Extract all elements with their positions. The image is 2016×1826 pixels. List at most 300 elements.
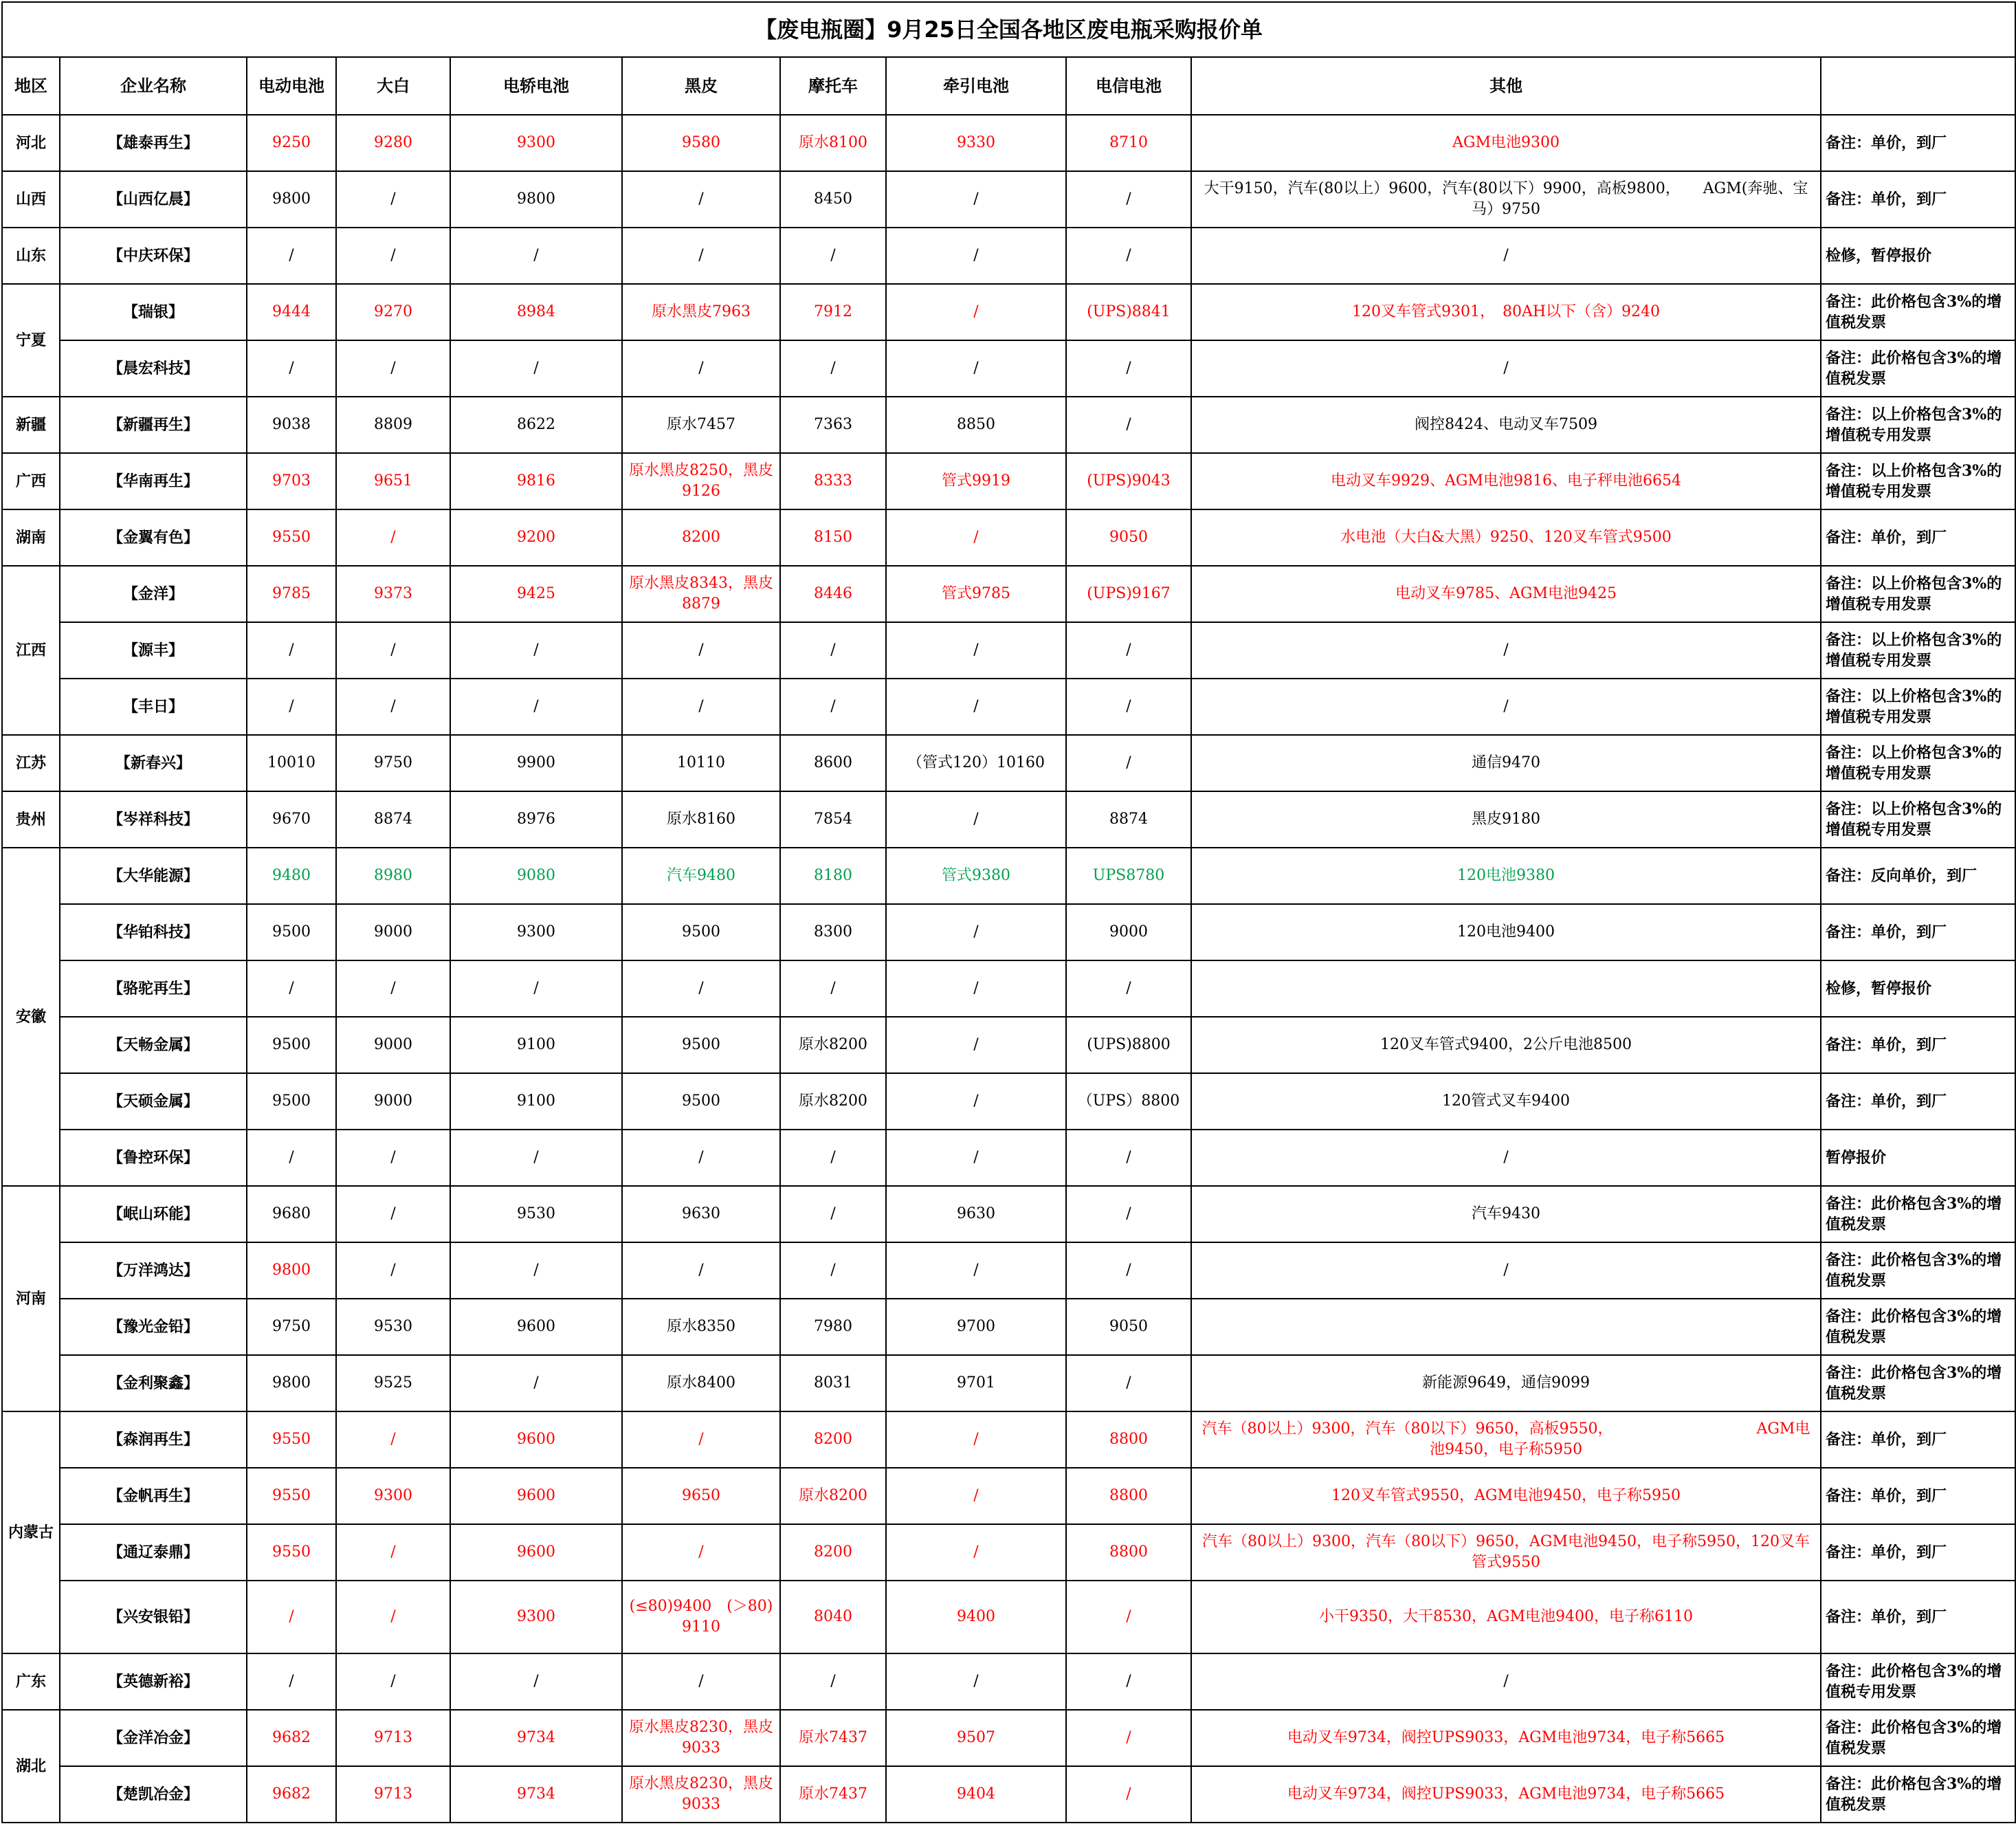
price-cell-traction-battery: 管式9380 [886,848,1066,904]
price-cell-electric-battery: 9500 [247,1017,336,1073]
price-cell-dabai: / [336,622,450,679]
price-cell-traction-battery: / [886,1242,1066,1299]
table-row [2,1355,2015,1411]
price-cell-telecom-battery: （UPS）8800 [1066,1073,1191,1130]
region-cell: 山西 [2,171,60,228]
price-cell-other: 电动叉车9929、AGM电池9816、电子秤电池6654 [1191,453,1821,509]
table-row [2,1017,2015,1073]
note-cell: 备注：此价格包含3%的增值税发票 [1821,1242,2015,1299]
price-cell-motorcycle: / [780,1242,886,1299]
price-cell-dabai: 9713 [336,1766,450,1823]
price-cell-dabai: 9530 [336,1299,450,1355]
company-cell: 【金洋】 [60,566,247,622]
price-cell-motorcycle: 原水7437 [780,1710,886,1766]
title-row [2,2,2015,57]
note-cell: 备注：单价，到厂 [1821,1468,2015,1524]
price-cell-heipi: 原水黑皮8343，黑皮8879 [622,566,780,622]
price-cell-other: AGM电池9300 [1191,115,1821,171]
price-cell-dabai: 9750 [336,735,450,791]
price-cell-telecom-battery: / [1066,1130,1191,1186]
header-region: 地区 [2,57,60,115]
price-cell-electric-battery: 9785 [247,566,336,622]
region-cell: 湖北 [2,1710,60,1823]
price-cell-dabai: / [336,228,450,284]
price-cell-other: 电动叉车9785、AGM电池9425 [1191,566,1821,622]
price-cell-dabai: 9525 [336,1355,450,1411]
table-row [2,1186,2015,1242]
price-cell-car-battery: / [450,1242,622,1299]
table-row [2,1242,2015,1299]
price-cell-dabai: 9373 [336,566,450,622]
table-row [2,1073,2015,1130]
note-cell: 备注：以上价格包含3%的增值税专用发票 [1821,791,2015,848]
table-row [2,171,2015,228]
company-cell: 【金洋冶金】 [60,1710,247,1766]
table-row [2,1524,2015,1581]
note-cell: 备注：以上价格包含3%的增值税专用发票 [1821,453,2015,509]
price-cell-other: 120电池9400 [1191,904,1821,960]
company-cell: 【新春兴】 [60,735,247,791]
table-row [2,228,2015,284]
company-cell: 【骆驼再生】 [60,960,247,1017]
price-cell-car-battery: / [450,340,622,397]
price-cell-motorcycle: 8040 [780,1581,886,1653]
price-cell-motorcycle: 7363 [780,397,886,453]
table-row [2,1710,2015,1766]
price-cell-electric-battery: 9800 [247,1242,336,1299]
price-cell-heipi: 原水8350 [622,1299,780,1355]
price-cell-traction-battery: 9404 [886,1766,1066,1823]
company-cell: 【金翼有色】 [60,509,247,566]
price-cell-motorcycle: 8200 [780,1524,886,1581]
price-cell-other: / [1191,228,1821,284]
price-cell-dabai: / [336,1242,450,1299]
note-cell: 备注：单价，到厂 [1821,115,2015,171]
region-cell: 江苏 [2,735,60,791]
price-cell-traction-battery: / [886,228,1066,284]
price-cell-dabai: / [336,1130,450,1186]
region-cell: 河南 [2,1186,60,1411]
price-cell-dabai: 8874 [336,791,450,848]
price-cell-electric-battery: 9750 [247,1299,336,1355]
table-row [2,679,2015,735]
company-cell: 【鲁控环保】 [60,1130,247,1186]
note-cell: 备注：以上价格包含3%的增值税专用发票 [1821,566,2015,622]
note-cell: 备注：单价，到厂 [1821,1411,2015,1468]
header-row [2,57,2015,115]
price-cell-other: 新能源9649，通信9099 [1191,1355,1821,1411]
note-cell: 备注：单价，到厂 [1821,1581,2015,1653]
price-cell-car-battery: 9800 [450,171,622,228]
company-cell: 【岑祥科技】 [60,791,247,848]
company-cell: 【丰日】 [60,679,247,735]
note-cell: 备注：此价格包含3%的增值税发票 [1821,1355,2015,1411]
price-cell-car-battery: 9600 [450,1411,622,1468]
price-cell-motorcycle: / [780,622,886,679]
price-cell-telecom-battery: / [1066,1242,1191,1299]
region-cell: 广东 [2,1653,60,1710]
price-cell-telecom-battery: 8800 [1066,1468,1191,1524]
price-cell-traction-battery: 9330 [886,115,1066,171]
note-cell: 备注：以上价格包含3%的增值税专用发票 [1821,735,2015,791]
price-cell-telecom-battery: / [1066,622,1191,679]
price-cell-car-battery: / [450,1653,622,1710]
price-cell-heipi: 9650 [622,1468,780,1524]
price-cell-heipi: 9500 [622,904,780,960]
company-cell: 【源丰】 [60,622,247,679]
price-cell-other: 120电池9380 [1191,848,1821,904]
table-row [2,735,2015,791]
price-cell-heipi: / [622,1411,780,1468]
price-cell-motorcycle: / [780,1130,886,1186]
price-cell-traction-battery: / [886,1411,1066,1468]
price-cell-other: 汽车（80以上）9300，汽车（80以下）9650，AGM电池9450，电子称5950，120叉车管式9550 [1191,1524,1821,1581]
header-company: 企业名称 [60,57,247,115]
price-cell-electric-battery: 9500 [247,904,336,960]
company-cell: 【瑞银】 [60,284,247,340]
price-cell-car-battery: 9600 [450,1468,622,1524]
price-cell-car-battery: 9600 [450,1299,622,1355]
price-cell-car-battery: 8622 [450,397,622,453]
table-row [2,1581,2015,1653]
price-cell-dabai: 9651 [336,453,450,509]
price-cell-motorcycle: 8180 [780,848,886,904]
price-cell-other: 水电池（大白&大黑）9250、120叉车管式9500 [1191,509,1821,566]
price-cell-telecom-battery: 9050 [1066,509,1191,566]
price-cell-traction-battery: 管式9919 [886,453,1066,509]
company-cell: 【森润再生】 [60,1411,247,1468]
price-cell-electric-battery: 9480 [247,848,336,904]
price-cell-telecom-battery: 9050 [1066,1299,1191,1355]
note-cell: 备注：此价格包含3%的增值税发票 [1821,1186,2015,1242]
price-cell-electric-battery: / [247,1581,336,1653]
price-cell-heipi: / [622,960,780,1017]
price-cell-telecom-battery: / [1066,1581,1191,1653]
price-cell-other: / [1191,679,1821,735]
price-cell-traction-battery: / [886,1468,1066,1524]
price-cell-car-battery: 9300 [450,1581,622,1653]
price-cell-car-battery: 8976 [450,791,622,848]
note-cell: 备注：以上价格包含3%的增值税专用发票 [1821,679,2015,735]
region-cell: 贵州 [2,791,60,848]
price-cell-heipi: / [622,1524,780,1581]
price-cell-other: 120管式叉车9400 [1191,1073,1821,1130]
price-cell-other: 电动叉车9734，阀控UPS9033，AGM电池9734，电子称5665 [1191,1710,1821,1766]
price-cell-electric-battery: 9038 [247,397,336,453]
price-cell-car-battery: 9100 [450,1017,622,1073]
price-cell-traction-battery: 8850 [886,397,1066,453]
price-cell-traction-battery: 9507 [886,1710,1066,1766]
price-cell-motorcycle: / [780,1186,886,1242]
price-cell-telecom-battery: 8710 [1066,115,1191,171]
table-row [2,1766,2015,1823]
table-row [2,848,2015,904]
table-row [2,904,2015,960]
note-cell: 暂停报价 [1821,1130,2015,1186]
price-cell-dabai: 9000 [336,1073,450,1130]
company-cell: 【万洋鸿达】 [60,1242,247,1299]
price-cell-motorcycle: 7912 [780,284,886,340]
price-cell-other: 通信9470 [1191,735,1821,791]
table-row [2,1653,2015,1710]
price-cell-heipi: 原水黑皮7963 [622,284,780,340]
price-cell-traction-battery: / [886,1073,1066,1130]
company-cell: 【岷山环能】 [60,1186,247,1242]
price-cell-telecom-battery: / [1066,1710,1191,1766]
note-cell: 备注：以上价格包含3%的增值税专用发票 [1821,397,2015,453]
table-row [2,1130,2015,1186]
price-cell-telecom-battery: (UPS)9043 [1066,453,1191,509]
region-cell: 山东 [2,228,60,284]
price-cell-electric-battery: 9670 [247,791,336,848]
price-cell-motorcycle: 8450 [780,171,886,228]
price-cell-telecom-battery: / [1066,1653,1191,1710]
table-row [2,1299,2015,1355]
price-cell-car-battery: 9300 [450,115,622,171]
price-cell-traction-battery: 管式9785 [886,566,1066,622]
price-cell-motorcycle: / [780,679,886,735]
price-cell-electric-battery: / [247,1653,336,1710]
price-cell-telecom-battery: / [1066,171,1191,228]
price-cell-car-battery: / [450,228,622,284]
price-cell-dabai: / [336,1581,450,1653]
price-cell-other: 黑皮9180 [1191,791,1821,848]
company-cell: 【新疆再生】 [60,397,247,453]
price-cell-electric-battery: 9250 [247,115,336,171]
price-cell-other [1191,960,1821,1017]
price-cell-electric-battery: 10010 [247,735,336,791]
price-cell-telecom-battery: / [1066,340,1191,397]
price-cell-electric-battery: 9800 [247,1355,336,1411]
price-cell-electric-battery: / [247,960,336,1017]
company-cell: 【英德新裕】 [60,1653,247,1710]
note-cell: 检修，暂停报价 [1821,228,2015,284]
price-cell-other: 汽车（80以上）9300，汽车（80以下）9650，高板9550， AGM电池9450，电子称5950 [1191,1411,1821,1468]
price-cell-dabai: 8980 [336,848,450,904]
price-cell-traction-battery: / [886,622,1066,679]
company-cell: 【金利聚鑫】 [60,1355,247,1411]
price-cell-motorcycle: 8031 [780,1355,886,1411]
header-traction-battery: 牵引电池 [886,57,1066,115]
price-cell-car-battery: / [450,1355,622,1411]
company-cell: 【大华能源】 [60,848,247,904]
region-cell: 宁夏 [2,284,60,397]
price-cell-heipi: 10110 [622,735,780,791]
price-cell-dabai: / [336,1186,450,1242]
price-cell-other: 小干9350，大干8530，AGM电池9400，电子称6110 [1191,1581,1821,1653]
company-cell: 【天畅金属】 [60,1017,247,1073]
note-cell: 备注：单价，到厂 [1821,1017,2015,1073]
price-cell-car-battery: / [450,960,622,1017]
price-cell-heipi: 8200 [622,509,780,566]
price-cell-car-battery: 9530 [450,1186,622,1242]
region-cell: 湖南 [2,509,60,566]
price-cell-telecom-battery: / [1066,1355,1191,1411]
price-cell-car-battery: / [450,1130,622,1186]
price-cell-electric-battery: / [247,622,336,679]
note-cell: 备注：单价，到厂 [1821,904,2015,960]
company-cell: 【华南再生】 [60,453,247,509]
price-cell-telecom-battery: / [1066,397,1191,453]
price-cell-car-battery: 9100 [450,1073,622,1130]
price-cell-heipi: / [622,622,780,679]
price-cell-motorcycle: / [780,960,886,1017]
price-cell-other: / [1191,622,1821,679]
price-cell-heipi: / [622,1130,780,1186]
price-cell-electric-battery: 9682 [247,1710,336,1766]
price-cell-motorcycle: / [780,1653,886,1710]
note-cell: 备注：此价格包含3%的增值税发票 [1821,284,2015,340]
price-cell-telecom-battery: (UPS)8841 [1066,284,1191,340]
price-cell-traction-battery: / [886,791,1066,848]
header-dabai: 大白 [336,57,450,115]
price-cell-telecom-battery: / [1066,679,1191,735]
price-cell-electric-battery: 9550 [247,1468,336,1524]
price-cell-electric-battery: 9703 [247,453,336,509]
table-row [2,340,2015,397]
price-cell-dabai: 9713 [336,1710,450,1766]
price-cell-electric-battery: 9680 [247,1186,336,1242]
price-cell-other: / [1191,1130,1821,1186]
price-cell-heipi: 9500 [622,1017,780,1073]
price-cell-electric-battery: 9550 [247,1411,336,1468]
price-cell-motorcycle: 8300 [780,904,886,960]
header-note [1821,57,2015,115]
price-cell-electric-battery: / [247,340,336,397]
price-cell-other: / [1191,1653,1821,1710]
price-cell-telecom-battery: 9000 [1066,904,1191,960]
price-cell-traction-battery: / [886,1130,1066,1186]
price-cell-heipi: 原水7457 [622,397,780,453]
table-row [2,284,2015,340]
price-cell-traction-battery: / [886,960,1066,1017]
price-cell-motorcycle: 8600 [780,735,886,791]
price-cell-heipi: (≤80)9400 (＞80)9110 [622,1581,780,1653]
price-cell-motorcycle: 原水7437 [780,1766,886,1823]
price-cell-other: 120叉车管式9301， 80AH以下（含）9240 [1191,284,1821,340]
company-cell: 【晨宏科技】 [60,340,247,397]
price-cell-car-battery: 9816 [450,453,622,509]
note-cell: 备注：单价，到厂 [1821,1524,2015,1581]
note-cell: 备注：反向单价，到厂 [1821,848,2015,904]
price-cell-telecom-battery: / [1066,960,1191,1017]
price-cell-dabai: 9000 [336,1017,450,1073]
price-cell-traction-battery: （管式120）10160 [886,735,1066,791]
price-cell-motorcycle: / [780,228,886,284]
header-motorcycle: 摩托车 [780,57,886,115]
price-cell-traction-battery: / [886,1653,1066,1710]
company-cell: 【山西亿晨】 [60,171,247,228]
price-cell-heipi: 原水黑皮8250，黑皮9126 [622,453,780,509]
price-cell-electric-battery: / [247,1130,336,1186]
price-cell-other: / [1191,1242,1821,1299]
company-cell: 【通辽泰鼎】 [60,1524,247,1581]
price-cell-motorcycle: 7980 [780,1299,886,1355]
price-cell-traction-battery: 9700 [886,1299,1066,1355]
price-cell-motorcycle: 原水8100 [780,115,886,171]
price-cell-dabai: / [336,1524,450,1581]
price-cell-heipi: 9500 [622,1073,780,1130]
price-cell-dabai: / [336,1653,450,1710]
note-cell: 备注：单价，到厂 [1821,509,2015,566]
table-row [2,566,2015,622]
price-cell-heipi: 9630 [622,1186,780,1242]
price-cell-electric-battery: 9800 [247,171,336,228]
table-row [2,509,2015,566]
price-cell-heipi: 原水8400 [622,1355,780,1411]
price-cell-telecom-battery: UPS8780 [1066,848,1191,904]
price-cell-dabai: / [336,960,450,1017]
price-cell-telecom-battery: / [1066,1766,1191,1823]
company-cell: 【天硕金属】 [60,1073,247,1130]
price-cell-traction-battery: 9701 [886,1355,1066,1411]
price-cell-telecom-battery: / [1066,1186,1191,1242]
company-cell: 【中庆环保】 [60,228,247,284]
price-cell-traction-battery: / [886,679,1066,735]
price-cell-dabai: 9270 [336,284,450,340]
price-cell-other [1191,1299,1821,1355]
note-cell: 检修，暂停报价 [1821,960,2015,1017]
company-cell: 【金帆再生】 [60,1468,247,1524]
price-cell-traction-battery: / [886,904,1066,960]
price-cell-dabai: / [336,171,450,228]
price-cell-telecom-battery: / [1066,228,1191,284]
company-cell: 【华铂科技】 [60,904,247,960]
price-cell-heipi: / [622,228,780,284]
page-title: 【废电瓶圈】9月25日全国各地区废电瓶采购报价单 [2,2,2015,57]
price-cell-car-battery: 9200 [450,509,622,566]
price-cell-motorcycle: 8333 [780,453,886,509]
company-cell: 【楚凯冶金】 [60,1766,247,1823]
price-cell-heipi: / [622,679,780,735]
region-cell: 江西 [2,566,60,735]
header-electric-battery: 电动电池 [247,57,336,115]
header-telecom-battery: 电信电池 [1066,57,1191,115]
price-cell-dabai: / [336,1411,450,1468]
company-cell: 【兴安银铅】 [60,1581,247,1653]
note-cell: 备注：此价格包含3%的增值税发票 [1821,1766,2015,1823]
price-cell-car-battery: 9425 [450,566,622,622]
price-cell-telecom-battery: / [1066,735,1191,791]
price-cell-car-battery: 9080 [450,848,622,904]
region-cell: 新疆 [2,397,60,453]
price-cell-car-battery: / [450,622,622,679]
price-cell-other: 汽车9430 [1191,1186,1821,1242]
price-cell-traction-battery: / [886,284,1066,340]
price-cell-heipi: 原水黑皮8230，黑皮9033 [622,1710,780,1766]
price-cell-motorcycle: 原水8200 [780,1468,886,1524]
price-cell-car-battery: 9734 [450,1766,622,1823]
note-cell: 备注：单价，到厂 [1821,171,2015,228]
price-cell-heipi: 9580 [622,115,780,171]
table-row [2,791,2015,848]
price-cell-electric-battery: 9500 [247,1073,336,1130]
region-cell: 内蒙古 [2,1411,60,1653]
price-cell-heipi: / [622,1242,780,1299]
price-cell-heipi: 原水8160 [622,791,780,848]
price-cell-heipi: 汽车9480 [622,848,780,904]
table-row [2,960,2015,1017]
price-cell-traction-battery: / [886,1524,1066,1581]
note-cell: 备注：此价格包含3%的增值税专用发票 [1821,1653,2015,1710]
price-cell-other: 电动叉车9734，阀控UPS9033，AGM电池9734，电子称5665 [1191,1766,1821,1823]
price-cell-dabai: 9000 [336,904,450,960]
price-cell-telecom-battery: 8874 [1066,791,1191,848]
price-table [1,1,2016,1823]
header-car-battery: 电轿电池 [450,57,622,115]
price-cell-electric-battery: / [247,679,336,735]
price-cell-heipi: / [622,340,780,397]
